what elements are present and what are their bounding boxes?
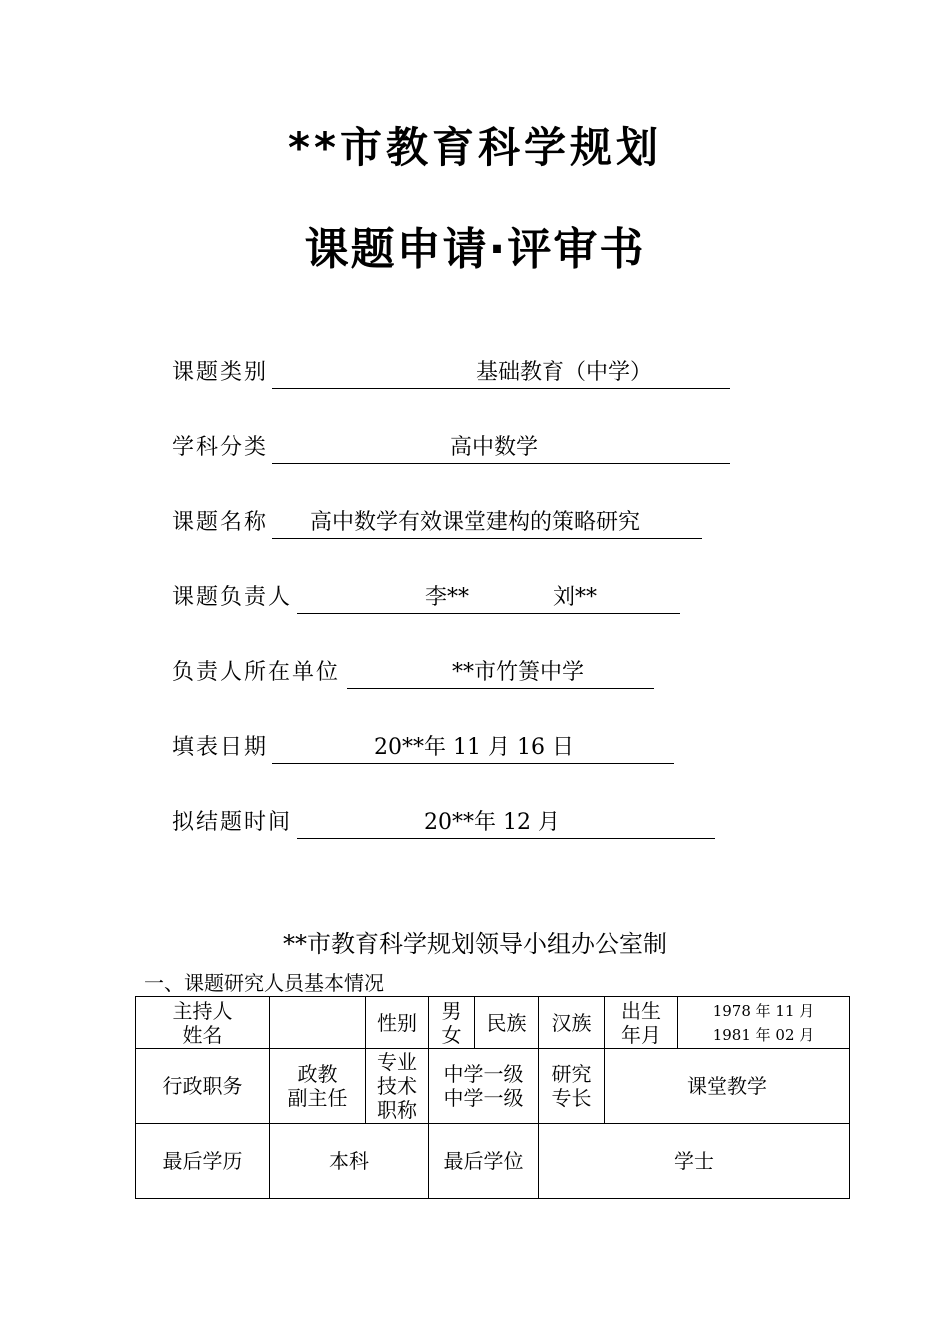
gender-value: 男 女 [429, 997, 475, 1049]
field-label: 负责人所在单位 [172, 660, 341, 685]
field-label: 课题类别 [172, 360, 269, 385]
host-name-value [270, 997, 366, 1049]
degree-value: 学士 [539, 1124, 850, 1199]
specialty-label: 研究 专长 [539, 1049, 605, 1124]
field-value: 20**年 12 月 [424, 810, 560, 835]
field-value-leader-1: 李** [425, 585, 470, 610]
table-row [136, 1124, 850, 1199]
field-label: 拟结题时间 [172, 810, 293, 835]
professional-title-label: 专业 技术 职称 [366, 1049, 429, 1124]
field-value: **市竹箦中学 [452, 660, 585, 685]
professional-title-value: 中学一级 中学一级 [429, 1049, 539, 1124]
researcher-info-table [135, 996, 850, 1199]
document-title-line1: **市教育科学规划 [288, 123, 662, 172]
birth-label: 出生 年月 [605, 997, 678, 1049]
admin-position-value: 政教 副主任 [270, 1049, 366, 1124]
field-underline [297, 581, 680, 614]
field-label: 填表日期 [172, 735, 269, 760]
field-value: 基础教育（中学） [476, 360, 653, 385]
issuing-office: **市教育科学规划领导小组办公室制 [283, 930, 667, 958]
education-value: 本科 [270, 1124, 429, 1199]
field-value: 高中数学 [450, 435, 539, 460]
document-title-line2: 课题申请·评审书 [304, 224, 646, 275]
specialty-value: 课堂教学 [605, 1049, 850, 1124]
birth-value: 1978 年 11 月 1981 年 02 月 [678, 997, 850, 1049]
table-row [136, 1049, 850, 1124]
ethnicity-label: 民族 [475, 997, 539, 1049]
field-value: 高中数学有效课堂建构的策略研究 [310, 510, 641, 535]
degree-label: 最后学位 [429, 1124, 539, 1199]
education-label: 最后学历 [136, 1124, 270, 1199]
gender-label: 性别 [366, 997, 429, 1049]
field-value-leader-2: 刘** [553, 585, 598, 610]
table-row [136, 997, 850, 1049]
field-label: 课题名称 [172, 510, 269, 535]
ethnicity-value: 汉族 [539, 997, 605, 1049]
field-label: 课题负责人 [172, 585, 293, 610]
field-value: 20**年 11 月 16 日 [374, 735, 574, 760]
host-name-label: 主持人 姓名 [136, 997, 270, 1049]
field-label: 学科分类 [172, 435, 269, 460]
admin-position-label: 行政职务 [136, 1049, 270, 1124]
section-title: 一、课题研究人员基本情况 [144, 971, 384, 995]
